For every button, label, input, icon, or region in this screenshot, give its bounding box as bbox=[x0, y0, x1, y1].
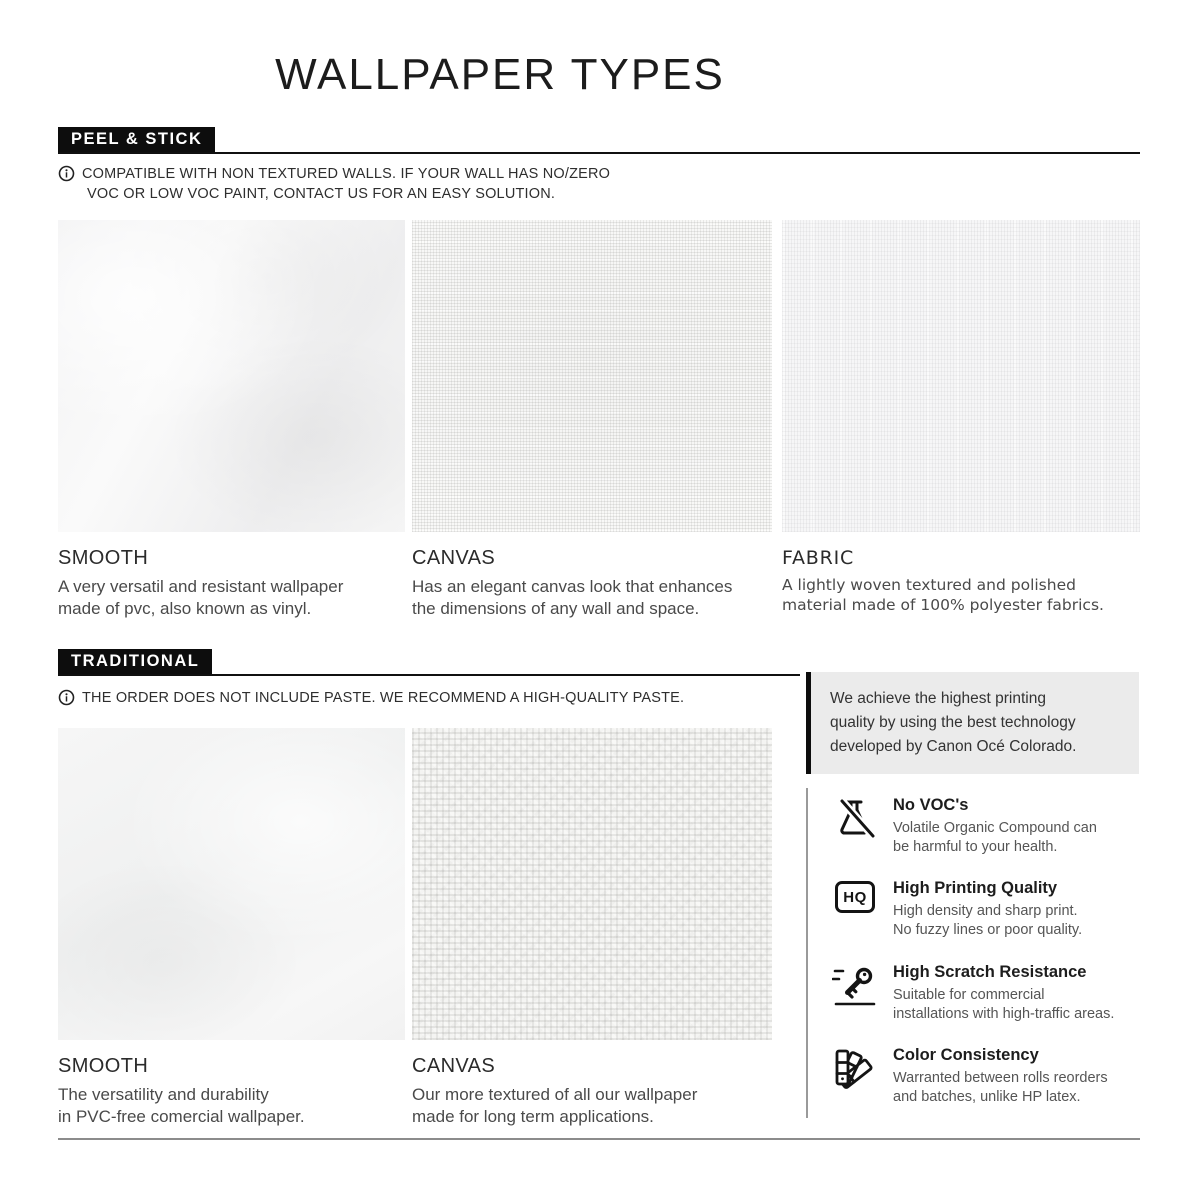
key-scratch-icon bbox=[832, 963, 878, 1009]
swatch-title: CANVAS bbox=[412, 547, 496, 569]
feature-scratch-resistance bbox=[832, 963, 1146, 1024]
swatch-desc: A lightly woven textured and polished material made of 100% polyester fabrics. bbox=[782, 576, 1104, 615]
swatch-title: CANVAS bbox=[412, 1055, 496, 1077]
swatch-desc: A very versatil and resistant wallpaper made of pvc, also known as vinyl. bbox=[58, 577, 344, 619]
feature-title: High Printing Quality bbox=[893, 879, 1058, 898]
note-line: THE ORDER DOES NOT INCLUDE PASTE. WE RECOMMEND A HIGH-QUALITY PASTE. bbox=[82, 690, 685, 706]
section-label-peel-stick: PEEL & STICK bbox=[58, 127, 215, 152]
note-line: COMPATIBLE WITH NON TEXTURED WALLS. IF YOUR WALL HAS NO/ZERO bbox=[82, 166, 611, 182]
callout-line: We achieve the highest printing bbox=[830, 690, 1046, 707]
swatch-desc: Our more textured of all our wallpaper made for long term applications. bbox=[412, 1085, 698, 1127]
feature-desc: High density and sharp print. No fuzzy lines or poor quality. bbox=[893, 903, 1083, 939]
info-icon bbox=[58, 689, 75, 711]
swatch-card-traditional-canvas bbox=[412, 728, 772, 1128]
feature-title: No VOC's bbox=[893, 796, 969, 814]
note-line: VOC OR LOW VOC PAINT, CONTACT US FOR AN EASY SOLUTION. bbox=[87, 186, 556, 203]
swatch-card-peel-smooth bbox=[58, 220, 405, 620]
feature-title: Color Consistency bbox=[893, 1045, 1039, 1064]
feature-desc: Warranted between rolls reorders and batches, unlike HP latex. bbox=[893, 1069, 1108, 1105]
section-header-peel-stick bbox=[58, 127, 1140, 154]
quality-features-list bbox=[806, 788, 1146, 1118]
hq-badge-icon: HQ bbox=[832, 879, 878, 925]
color-swatches-icon bbox=[832, 1046, 878, 1092]
section-label-traditional: TRADITIONAL bbox=[58, 649, 212, 674]
callout-line: quality by using the best technology bbox=[830, 714, 1076, 732]
smooth-texture-image bbox=[58, 728, 405, 1040]
feature-title: High Scratch Resistance bbox=[893, 962, 1087, 981]
swatch-title: FABRIC bbox=[782, 547, 855, 569]
no-voc-flask-icon bbox=[832, 796, 878, 842]
section-header-traditional bbox=[58, 649, 800, 676]
swatch-card-traditional-smooth bbox=[58, 728, 405, 1128]
feature-high-printing-quality bbox=[832, 879, 1146, 940]
feature-desc: Suitable for commercial installations with high-traffic areas. bbox=[893, 986, 1115, 1022]
canvas-texture-image bbox=[412, 728, 772, 1040]
info-icon bbox=[58, 165, 75, 187]
swatch-title: SMOOTH bbox=[58, 547, 149, 569]
smooth-texture-image bbox=[58, 220, 405, 532]
printing-quality-callout bbox=[806, 672, 1139, 774]
swatch-desc: Has an elegant canvas look that enhances the dimensions of any wall and space. bbox=[412, 577, 733, 619]
callout-line: developed by Canon Océ Colorado. bbox=[830, 738, 1077, 756]
feature-no-voc bbox=[832, 796, 1146, 857]
feature-desc: Volatile Organic Compound can be harmful to your health. bbox=[893, 820, 1097, 856]
swatch-card-peel-canvas bbox=[412, 220, 772, 620]
swatch-desc: The versatility and durability in PVC-free comercial wallpaper. bbox=[58, 1085, 305, 1127]
swatch-card-peel-fabric bbox=[782, 220, 1140, 615]
peel-stick-note bbox=[58, 164, 610, 205]
fabric-texture-image bbox=[782, 220, 1140, 532]
feature-color-consistency bbox=[832, 1046, 1146, 1107]
page-title: WALLPAPER TYPES bbox=[275, 50, 725, 99]
swatch-title: SMOOTH bbox=[58, 1055, 149, 1077]
canvas-texture-image bbox=[412, 220, 772, 532]
bottom-divider bbox=[58, 1138, 1140, 1140]
traditional-note bbox=[58, 688, 684, 711]
